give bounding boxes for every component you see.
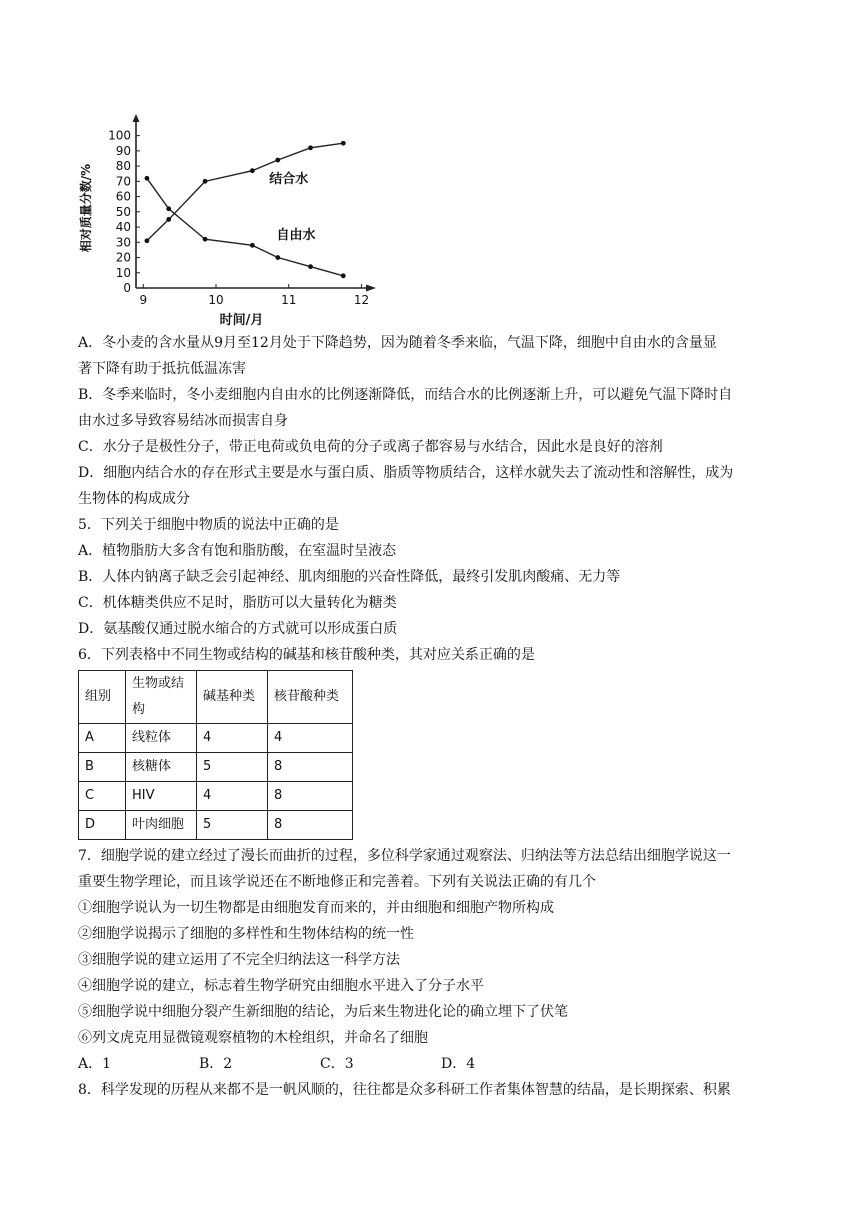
q5-stem: 5．下列关于细胞中物质的说法中正确的是 bbox=[78, 517, 339, 533]
table-header-row bbox=[79, 671, 353, 724]
y-tick-label: 40 bbox=[115, 220, 131, 235]
table-cell: 5 bbox=[197, 811, 268, 840]
table-cell: 4 bbox=[197, 782, 268, 811]
q5-option-a: A．植物脂肪大多含有饱和脂肪酸，在室温时呈液态 bbox=[78, 543, 397, 559]
q7-item-2: ②细胞学说揭示了细胞的多样性和生物体结构的统一性 bbox=[78, 926, 414, 942]
q5-option-c: C．机体糖类供应不足时，脂肪可以大量转化为糖类 bbox=[78, 595, 397, 611]
q7-item-3: ③细胞学说的建立运用了不完全归纳法这一科学方法 bbox=[78, 952, 400, 968]
q4-option-a-line2: 著下降有助于抵抗低温冻害 bbox=[78, 361, 246, 377]
y-tick-label: 100 bbox=[108, 128, 131, 143]
q7-item-4: ④细胞学说的建立，标志着生物学研究由细胞水平进入了分子水平 bbox=[78, 978, 484, 994]
y-axis-arrow bbox=[133, 114, 140, 122]
line-chart-svg bbox=[78, 112, 378, 330]
table-cell: 8 bbox=[268, 753, 353, 782]
table-cell: HIV bbox=[126, 782, 197, 811]
table-cell: 叶肉细胞 bbox=[126, 811, 197, 840]
y-tick-label: 90 bbox=[115, 143, 131, 158]
q5-option-b: B．人体内钠离子缺乏会引起神经、肌肉细胞的兴奋性降低，最终引发肌肉酸痛、无力等 bbox=[78, 569, 621, 585]
table-cell: 5 bbox=[197, 753, 268, 782]
table-cell: 4 bbox=[268, 724, 353, 753]
data-point bbox=[275, 158, 280, 163]
series-line-bound-water bbox=[147, 143, 343, 244]
data-point bbox=[308, 145, 313, 150]
q7-stem-line2: 重要生物学理论，而且该学说还在不断地修正和完善着。下列有关说法正确的有几个 bbox=[78, 874, 596, 890]
data-point bbox=[250, 168, 255, 173]
q7-options bbox=[78, 1051, 790, 1077]
q7-item-1: ①细胞学说认为一切生物都是由细胞发育而来的，并由细胞和细胞产物所构成 bbox=[78, 900, 554, 916]
x-tick-label: 11 bbox=[281, 293, 297, 307]
data-point bbox=[308, 264, 313, 269]
y-tick-label: 80 bbox=[115, 159, 131, 174]
data-point bbox=[166, 217, 171, 222]
table-cell: C bbox=[79, 782, 126, 811]
y-tick-label: 30 bbox=[115, 235, 131, 250]
y-tick-label: 60 bbox=[115, 189, 131, 204]
x-axis-label: 时间/月 bbox=[219, 313, 264, 328]
table-row bbox=[79, 782, 353, 811]
data-point bbox=[341, 141, 346, 146]
table-header-cell: 组别 bbox=[79, 671, 126, 724]
table-cell: 8 bbox=[268, 811, 353, 840]
q4-option-b-line1: B．冬季来临时，冬小麦细胞内自由水的比例逐渐降低，而结合水的比例逐渐上升，可以避免气温下降时自 bbox=[78, 387, 733, 403]
q7-option-b: B．2 bbox=[199, 1056, 233, 1072]
data-point bbox=[203, 237, 208, 242]
table-cell: D bbox=[79, 811, 126, 840]
x-tick-label: 9 bbox=[139, 293, 148, 307]
q7-option-c: C．3 bbox=[320, 1056, 354, 1072]
data-point bbox=[250, 243, 255, 248]
data-point bbox=[275, 255, 280, 260]
q7-stem-line1: 7．细胞学说的建立经过了漫长而曲折的过程，多位科学家通过观察法、归纳法等方法总结出细胞学说这一 bbox=[78, 848, 731, 864]
data-point bbox=[145, 238, 150, 243]
question-content bbox=[78, 330, 790, 1103]
data-point bbox=[203, 179, 208, 184]
series-label-free-water: 自由水 bbox=[276, 228, 316, 244]
q7-item-5: ⑤细胞学说中细胞分裂产生新细胞的结论，为后来生物进化论的确立埋下了伏笔 bbox=[78, 1004, 568, 1020]
table-header-cell: 生物或结构 bbox=[126, 671, 197, 724]
q5-option-d: D．氨基酸仅通过脱水缩合的方式就可以形成蛋白质 bbox=[78, 621, 398, 637]
table-header-cell: 碱基种类 bbox=[197, 671, 268, 724]
water-content-chart bbox=[78, 112, 378, 330]
table-row bbox=[79, 811, 353, 840]
y-tick-label: 50 bbox=[115, 204, 131, 219]
q7-item-6: ⑥列文虎克用显微镜观察植物的木栓组织，并命名了细胞 bbox=[78, 1030, 428, 1046]
question-6 bbox=[78, 642, 790, 840]
table-cell: 核糖体 bbox=[126, 753, 197, 782]
table-cell: A bbox=[79, 724, 126, 753]
x-tick-label: 10 bbox=[208, 293, 224, 307]
q6-stem: 6．下列表格中不同生物或结构的碱基和核苷酸种类，其对应关系正确的是 bbox=[78, 647, 535, 663]
y-axis-label: 相对质量分数/% bbox=[79, 163, 93, 253]
q4-option-a-line1: A．冬小麦的含水量从9月至12月处于下降趋势，因为随着冬季来临，气温下降，细胞中自由水的含量显 bbox=[78, 335, 717, 351]
table-row bbox=[79, 753, 353, 782]
data-point bbox=[145, 176, 150, 181]
data-point bbox=[341, 273, 346, 278]
data-point bbox=[166, 206, 171, 211]
table-cell: 线粒体 bbox=[126, 724, 197, 753]
q4-option-d-line1: D．细胞内结合水的存在形式主要是水与蛋白质、脂质等物质结合，这样水就失去了流动性和溶解性，成为 bbox=[78, 465, 734, 481]
y-tick-label: 70 bbox=[115, 174, 131, 189]
x-tick-label: 12 bbox=[353, 293, 370, 307]
q4-option-d-line2: 生物体的构成成分 bbox=[78, 491, 190, 507]
table-header-cell: 核苷酸种类 bbox=[268, 671, 353, 724]
question-8 bbox=[78, 1077, 790, 1103]
x-axis-arrow bbox=[366, 285, 376, 292]
q7-option-a: A．1 bbox=[78, 1056, 112, 1072]
y-tick-label: 20 bbox=[115, 250, 131, 265]
table-cell: 4 bbox=[197, 724, 268, 753]
y-tick-label: 0 bbox=[123, 281, 131, 295]
q7-option-d: D．4 bbox=[441, 1056, 476, 1072]
q6-table bbox=[78, 670, 353, 840]
q4-option-b-line2: 由水过多导致容易结冰而损害自身 bbox=[78, 413, 288, 429]
series-line-free-water bbox=[147, 178, 343, 276]
q4-options bbox=[78, 330, 790, 512]
question-7 bbox=[78, 843, 790, 1077]
series-label-bound-water: 结合水 bbox=[269, 171, 309, 187]
q8-stem: 8．科学发现的历程从来都不是一帆风顺的，往往都是众多科研工作者集体智慧的结晶，是长期探索、积累 bbox=[78, 1082, 731, 1098]
table-row bbox=[79, 724, 353, 753]
y-tick-label: 10 bbox=[115, 265, 131, 280]
question-5 bbox=[78, 512, 790, 642]
q4-option-c: C．水分子是极性分子，带正电荷或负电荷的分子或离子都容易与水结合，因此水是良好的溶剂 bbox=[78, 439, 663, 455]
table-cell: B bbox=[79, 753, 126, 782]
table-cell: 8 bbox=[268, 782, 353, 811]
